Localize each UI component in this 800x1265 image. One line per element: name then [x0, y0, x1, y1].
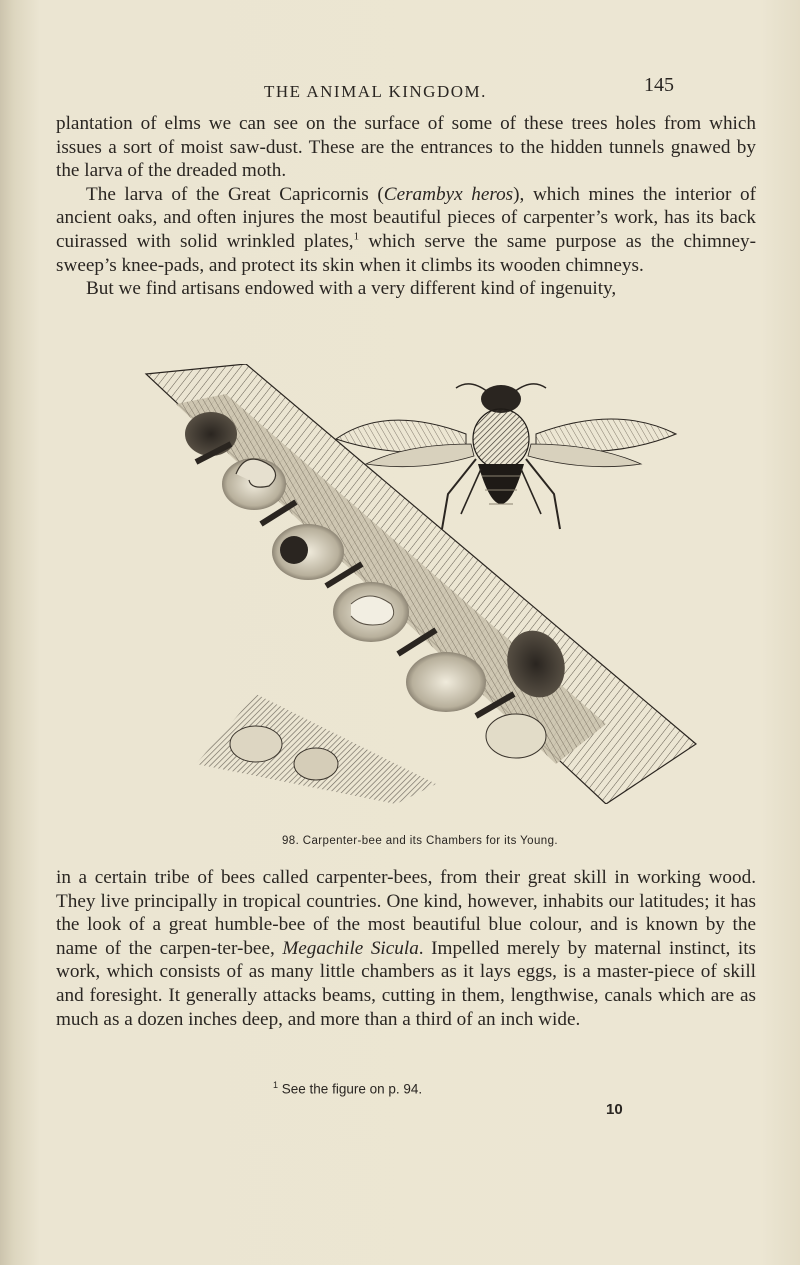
- engraving-illustration: [136, 364, 706, 804]
- paragraph-artisans: But we find artisans endowed with a very different kind of ingenuity,: [86, 278, 617, 300]
- footnote-text: See the figure on p. 94.: [281, 1081, 423, 1097]
- footnote: [273, 1080, 422, 1097]
- species-name: Megachile Sicula: [282, 937, 419, 959]
- beam-lower-section: [196, 694, 436, 804]
- signature-mark: 10: [606, 1101, 623, 1118]
- paragraph-elms: plantation of elms we can see on the surface of some of these trees holes from which issues a sort of moist saw-dust. These are the entrances to the hidden tunnels gnawed by the larva of the dreaded moth.: [56, 113, 756, 182]
- species-name: Cerambyx heros: [383, 183, 514, 205]
- text-segment: in a certain tribe of bees called carpenter-bees, from their great skill in working wood. They live principally in tropical countries. One kind, however, inhabits our latitudes; it has the look of a great humble-bee of the most beautiful blue colour, and is known by the name of the carpen-ter-bee,: [56, 867, 756, 959]
- text-segment: The larva of the Great Capricornis (: [86, 183, 384, 205]
- page-number: 145: [644, 74, 674, 96]
- text-segment: ), which mines the interior of ancient oaks, and often injures the most beautiful pieces of carpenter’s work, has its back cuirassed with solid wrinkled plates,: [56, 183, 756, 252]
- figure-caption: 98. Carpenter-bee and its Chambers for its Young.: [282, 835, 558, 847]
- body-text-bottom: [56, 866, 756, 1031]
- footnote-reference: 1: [353, 230, 360, 243]
- text-segment: . Impelled merely by maternal instinct, its work, which consists of as many little chambers as it lays eggs, is a master-piece of skill and foresight. It generally attacks beams, cutting in them, lengthwise, canals which are as much as a dozen inches deep, and more than a third of an inch wide.: [56, 937, 757, 1030]
- body-text-top: [56, 112, 756, 301]
- page-header: [0, 74, 800, 106]
- running-title: THE ANIMAL KINGDOM.: [264, 82, 487, 101]
- text-segment: which serve the same purpose as the chimney-sweep’s knee-pads, and protect its skin when it climbs its wooden chimneys.: [56, 230, 756, 276]
- paragraph-capricornis: [56, 183, 756, 277]
- carpenter-bee-engraving: [136, 364, 706, 804]
- paragraph-carpenter-bees: [56, 866, 756, 1031]
- footnote-mark: 1: [273, 1080, 279, 1090]
